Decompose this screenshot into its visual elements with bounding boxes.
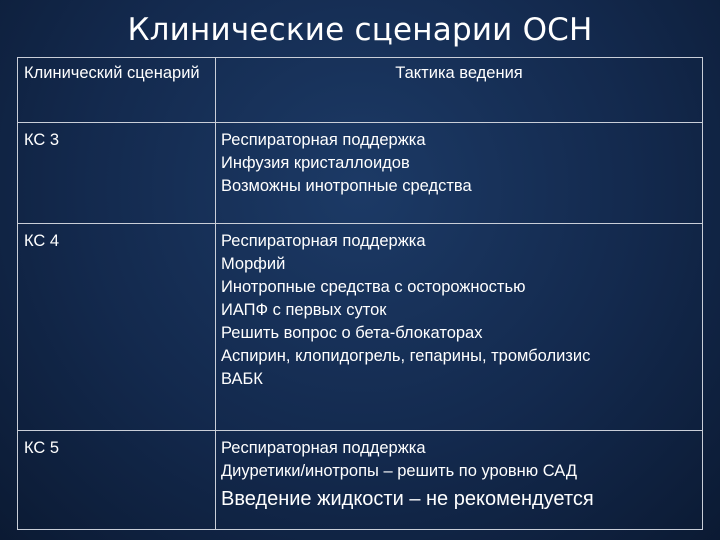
emphasis-line: Введение жидкости – не рекомендуется — [221, 488, 594, 510]
table-row — [18, 431, 703, 530]
table-header-row — [18, 58, 703, 123]
table-row — [18, 224, 703, 431]
tactic-line: Инфузия кристаллоидов — [221, 154, 410, 172]
tactic-line: Диуретики/инотропы – решить по уровню САД — [221, 462, 578, 480]
scenario-cell: КС 5 — [18, 431, 216, 530]
tactics-cell — [216, 431, 703, 530]
scenario-table — [17, 57, 703, 530]
tactics-cell — [216, 123, 703, 224]
tactic-line: Возможны инотропные средства — [221, 177, 472, 195]
tactic-line: Респираторная поддержка — [221, 439, 426, 457]
slide-title: Клинические сценарии ОСН — [127, 12, 593, 48]
tactic-line: Морфий — [221, 255, 286, 273]
scenario-cell: КС 3 — [18, 123, 216, 224]
table-row — [18, 123, 703, 224]
tactic-line: Инотропные средства с осторожностью — [221, 278, 526, 296]
tactic-line: ИАПФ с первых суток — [221, 301, 387, 319]
tactic-line: Респираторная поддержка — [221, 232, 426, 250]
tactics-cell — [216, 224, 703, 431]
scenario-cell: КС 4 — [18, 224, 216, 431]
header-cell-scenario: Клинический сценарий — [18, 58, 216, 123]
header-cell-tactics: Тактика ведения — [216, 58, 703, 123]
tactic-line: Аспирин, клопидогрель, гепарины, тромболизис — [221, 347, 591, 365]
tactic-line: Респираторная поддержка — [221, 131, 426, 149]
tactic-line: Решить вопрос о бета-блокаторах — [221, 324, 483, 342]
tactic-line: ВАБК — [221, 370, 263, 388]
